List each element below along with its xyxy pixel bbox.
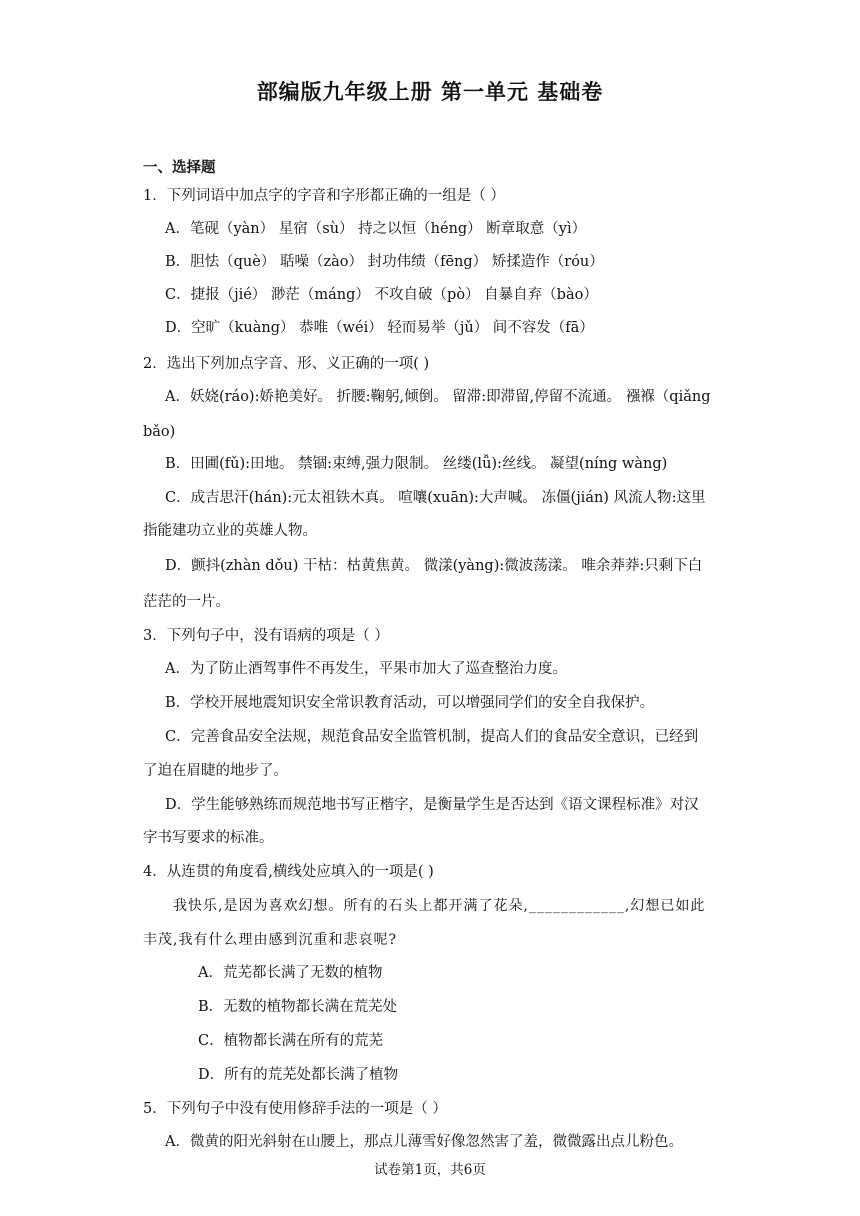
page-title: 部编版九年级上册 第一单元 基础卷 (256, 79, 604, 104)
question-2-option-a: A．妖娆(ráo):娇艳美好。 折腰:鞠躬,倾倒。 留滞:即滞留,停留不流通。 襁褓（qiǎng (165, 389, 711, 405)
question-3-option-d: D．学生能够熟练而规范地书写正楷字，是衡量学生是否达到《语文课程标准》对汉 (165, 797, 699, 813)
question-3-option-d-cont: 字书写要求的标准。 (143, 830, 274, 846)
question-3-option-a: A．为了防止酒驾事件不再发生，平果市加大了巡查整治力度。 (165, 661, 567, 677)
question-1-option-b: B．胆怯（què） 聒噪（zào） 封功伟绩（fēng） 矫揉造作（róu） (165, 254, 604, 270)
question-3-stem: 3．下列句子中，没有语病的项是（ ） (143, 628, 389, 644)
question-2-option-d: D．颤抖(zhàn dǒu) 干枯：枯黄焦黄。 微漾(yàng):微波荡漾。 唯余莽莽:只剩下白 (165, 558, 703, 574)
question-2-option-c-cont: 指能建功立业的英雄人物。 (143, 523, 317, 539)
question-1-option-d: D．空旷（kuàng） 恭唯（wéi） 轻而易举（jǔ） 间不容发（fā） (165, 320, 594, 336)
question-1-option-a: A．笔砚（yàn） 星宿（sù） 持之以恒（héng） 断章取意（yì） (165, 221, 587, 237)
question-2-option-b: B．田圃(fǔ):田地。 禁锢:束缚,强力限制。 丝缕(lǚ):丝线。 凝望(níng wàng) (165, 456, 668, 472)
question-4-passage-line-1: 我快乐,是因为喜欢幻想。所有的石头上都开满了花朵,____________,幻想已如此 (173, 898, 706, 914)
question-4-passage-line-2: 丰茂,我有什么理由感到沉重和悲哀呢? (143, 932, 397, 948)
question-4-option-a: A．荒芜都长满了无数的植物 (198, 965, 383, 981)
question-2-option-d-cont: 茫茫的一片。 (143, 594, 230, 610)
question-4-option-c: C．植物都长满在所有的荒芜 (198, 1033, 384, 1049)
question-2-option-a-cont: bǎo) (143, 424, 176, 440)
question-5-stem: 5．下列句子中没有使用修辞手法的一项是（ ） (143, 1101, 447, 1117)
question-3-option-c: C．完善食品安全法规，规范食品安全监管机制，提高人们的食品安全意识，已经到 (165, 729, 699, 745)
question-2-option-c: C．成吉思汗(hán):元太祖铁木真。 喧嚷(xuān):大声喊。 冻僵(jián) 风流人物:这里 (165, 490, 706, 506)
question-1-stem: 1．下列词语中加点字的字音和字形都正确的一组是（ ） (143, 188, 505, 204)
section-heading: 一、选择题 (143, 159, 216, 176)
question-1-option-c: C．捷报（jié） 渺茫（máng） 不攻自破（pò） 自暴自弃（bào） (165, 287, 598, 303)
question-3-option-b: B．学校开展地震知识安全常识教育活动，可以增强同学们的安全自我保护。 (165, 695, 655, 711)
question-5-option-a: A．微黄的阳光斜射在山腰上，那点儿薄雪好像忽然害了羞，微微露出点儿粉色。 (165, 1134, 683, 1150)
question-2-stem: 2．选出下列加点字音、形、义正确的一项( ) (143, 356, 430, 372)
question-4-option-b: B．无数的植物都长满在荒芜处 (198, 999, 398, 1015)
page-footer: 试卷第1页，共6页 (374, 1162, 486, 1178)
question-4-stem: 4．从连贯的角度看,横线处应填入的一项是( ) (143, 864, 434, 880)
question-3-option-c-cont: 了迫在眉睫的地步了。 (143, 763, 288, 779)
question-4-option-d: D．所有的荒芜处都长满了植物 (198, 1067, 399, 1083)
